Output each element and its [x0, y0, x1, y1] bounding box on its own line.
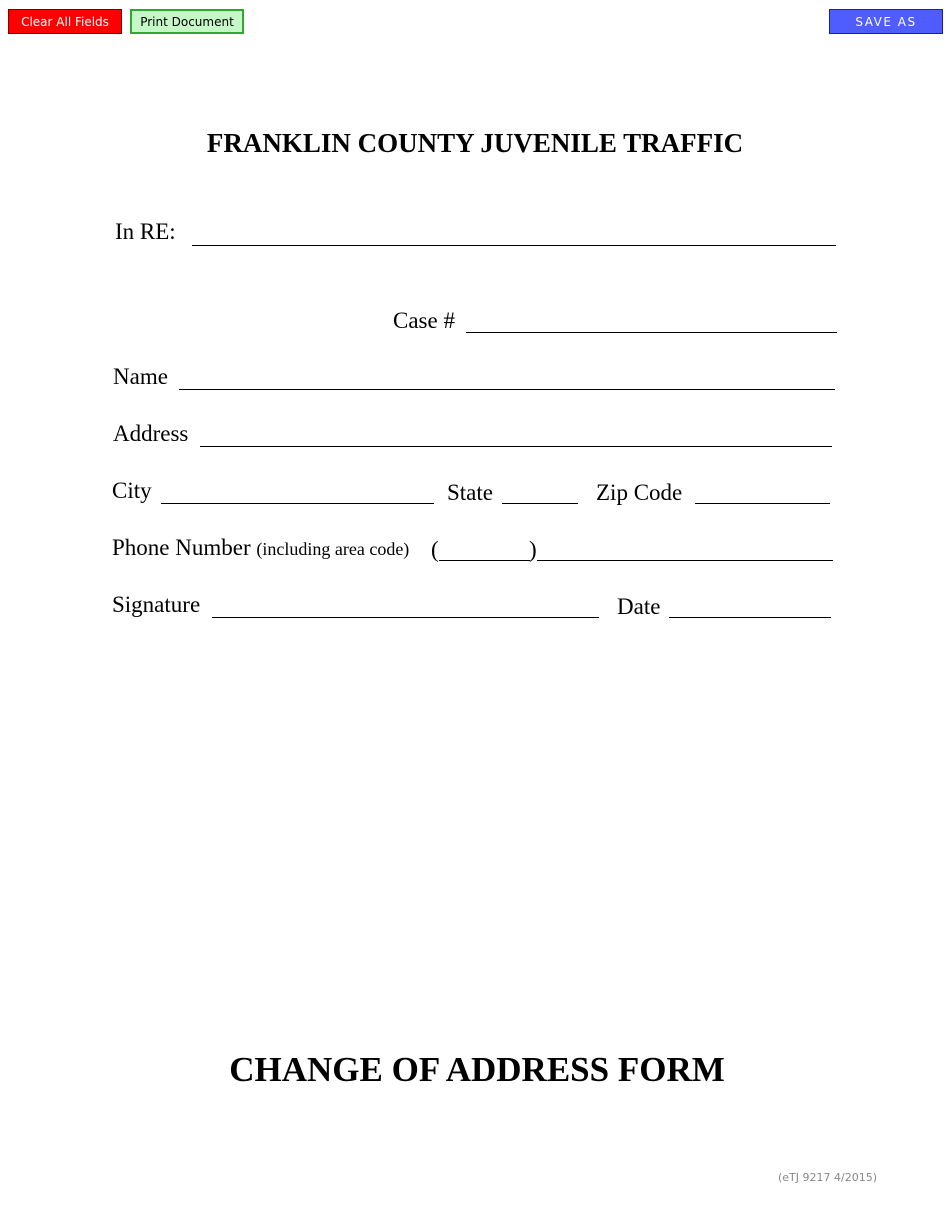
name-field[interactable]: [179, 389, 835, 390]
zip-code-label: Zip Code: [596, 480, 683, 505]
case-number-field[interactable]: [466, 332, 837, 333]
date-field[interactable]: [669, 617, 831, 618]
address-label: Address: [113, 421, 189, 446]
zip-code-field[interactable]: [695, 503, 830, 504]
signature-field[interactable]: [212, 617, 599, 618]
phone-number-field[interactable]: [537, 560, 833, 561]
area-code-close-paren: ): [529, 537, 537, 562]
save-as-button[interactable]: SAVE AS: [829, 9, 943, 34]
date-label: Date: [617, 594, 661, 619]
clear-all-fields-button[interactable]: Clear All Fields: [8, 9, 122, 34]
form-code: (eTJ 9217 4/2015): [778, 1171, 877, 1184]
city-label: City: [112, 478, 152, 503]
address-field[interactable]: [200, 446, 832, 447]
area-code-field[interactable]: [439, 560, 530, 561]
phone-number-note: (including area code): [256, 539, 410, 559]
case-number-label: Case #: [393, 308, 455, 333]
state-label: State: [447, 480, 493, 505]
signature-label: Signature: [112, 592, 201, 617]
city-field[interactable]: [161, 503, 434, 504]
page-title: FRANKLIN COUNTY JUVENILE TRAFFIC: [206, 128, 744, 158]
area-code-open-paren: (: [431, 537, 439, 562]
state-field[interactable]: [502, 503, 578, 504]
print-document-button[interactable]: Print Document: [130, 9, 244, 34]
name-label: Name: [113, 364, 168, 389]
phone-number-text: Phone Number: [112, 535, 251, 560]
phone-number-label: [112, 535, 409, 562]
in-re-field[interactable]: [192, 245, 836, 246]
in-re-label: In RE:: [115, 219, 176, 244]
form-title: CHANGE OF ADDRESS FORM: [229, 1050, 725, 1089]
